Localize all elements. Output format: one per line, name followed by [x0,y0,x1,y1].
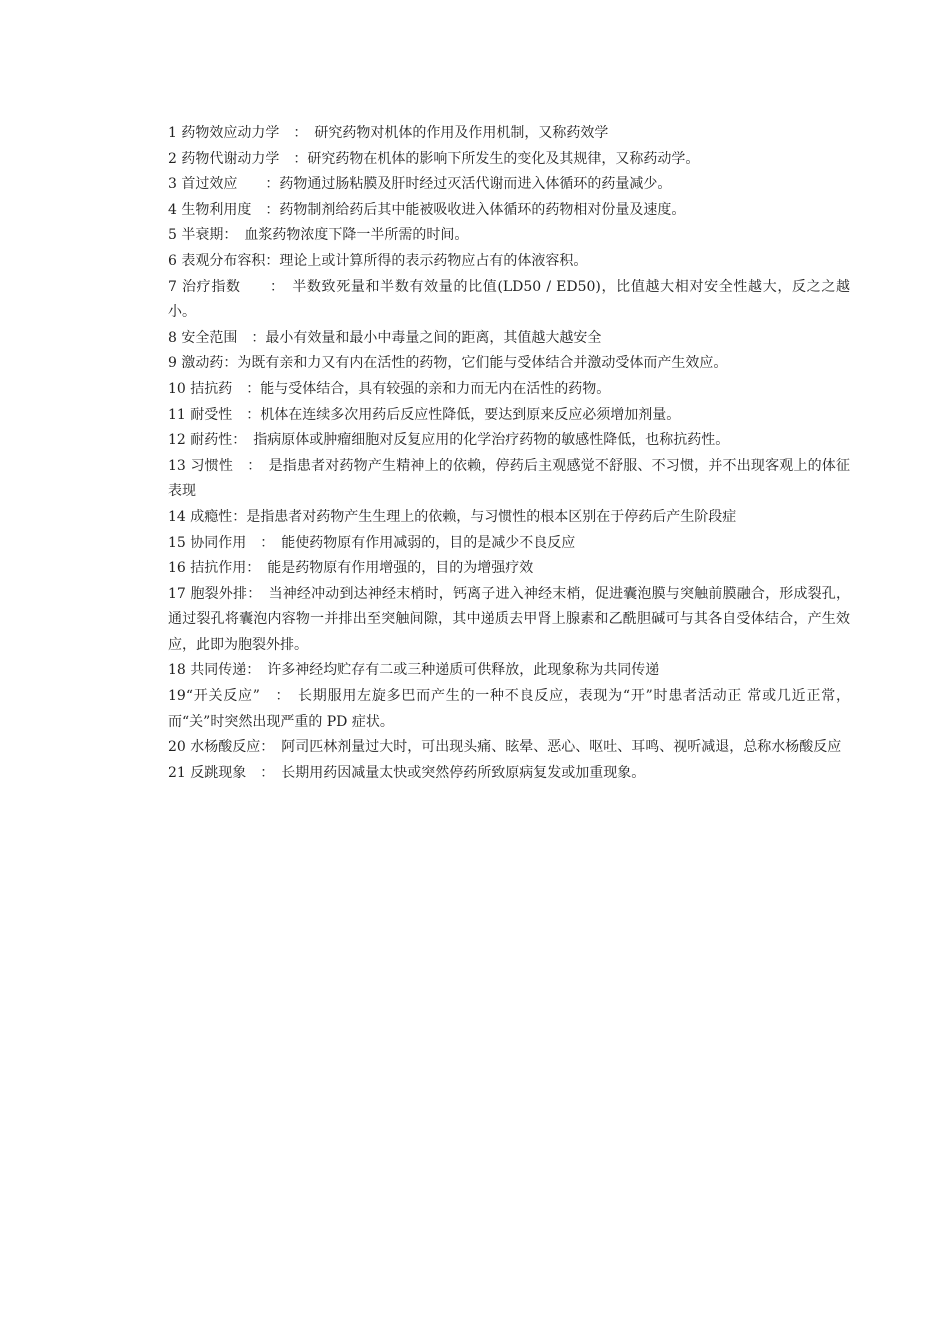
entry-11-tolerance: 11 耐受性 ：机体在连续多次用药后反应性降低，要达到原来反应必须增加剂量。 [168,406,681,423]
entry-17-exocytosis: 17 胞裂外排： 当神经冲动到达神经末梢时，钙离子进入神经末梢，促进囊泡膜与突触前膜融合，形成裂孔，通过裂孔将囊泡内容物一并排出至突触间隙，其中递质去甲肾上腺素和乙酰胆碱可与其各自受体结合，产生效应，此即为胞裂外排。 [168,585,850,653]
entry-15-synergism: 15 协同作用 ： 能使药物原有作用减弱的，目的是减少不良反应 [168,534,576,551]
entry-6-volume-of-distribution: 6 表观分布容积：理论上或计算所得的表示药物应占有的体液容积。 [168,252,588,269]
entry-4-bioavailability: 4 生物利用度 ：药物制剂给药后其中能被吸收进入体循环的药物相对份量及速度。 [168,201,686,218]
entry-8-safety-margin: 8 安全范围 ：最小有效量和最小中毒量之间的距离，其值越大越安全 [168,329,602,346]
entry-13-habituation: 13 习惯性 ： 是指患者对药物产生精神上的依赖，停药后主观感觉不舒服、不习惯，并不出现客观上的体征表现 [168,457,850,500]
entry-21-rebound-phenomenon: 21 反跳现象 ： 长期用药因减量太快或突然停药所致原病复发或加重现象。 [168,764,646,781]
entry-3-first-pass-effect: 3 首过效应 ：药物通过肠粘膜及肝时经过灭活代谢而进入体循环的药量减少。 [168,176,672,193]
entry-14-addiction: 14 成瘾性：是指患者对药物产生生理上的依赖，与习惯性的根本区别在于停药后产生阶段症 [168,508,737,525]
entry-20-salicylism: 20 水杨酸反应： 阿司匹林剂量过大时，可出现头痛、眩晕、恶心、呕吐、耳鸣、视听减退，总称水杨酸反应 [168,739,842,756]
entry-5-half-life: 5 半衰期： 血浆药物浓度下降一半所需的时间。 [168,227,469,244]
entry-1-pharmacodynamics: 1 药物效应动力学 ： 研究药物对机体的作用及作用机制，又称药效学 [168,125,609,141]
entry-12-drug-resistance: 12 耐药性： 指病原体或肿瘤细胞对反复应用的化学治疗药物的敏感性降低，也称抗药性。 [168,432,730,449]
document-body [168,121,850,786]
entry-19-on-off-response: 19“开关反应” ： 长期服用左旋多巴而产生的一种不良反应，表现为“开”时患者活动正 常或几近正常，而“关”时突然出现严重的 PD 症状。 [168,688,850,730]
entry-10-antagonist: 10 拮抗药 ：能与受体结合，具有较强的亲和力而无内在活性的药物。 [168,380,611,397]
entry-18-cotransmission: 18 共同传递： 许多神经均贮存有二或三种递质可供释放，此现象称为共同传递 [168,662,660,679]
entry-9-agonist: 9 激动药：为既有亲和力又有内在活性的药物，它们能与受体结合并激动受体而产生效应。 [168,355,728,372]
entry-7-therapeutic-index: 7 治疗指数 ： 半数致死量和半数有效量的比值(LD50 / ED50)，比值越大相对安全性越大，反之之越小。 [168,278,850,321]
entry-2-pharmacokinetics: 2 药物代谢动力学 ：研究药物在机体的影响下所发生的变化及其规律，又称药动学。 [168,150,700,167]
entry-16-antagonism: 16 拮抗作用： 能是药物原有作用增强的，目的为增强疗效 [168,560,534,577]
